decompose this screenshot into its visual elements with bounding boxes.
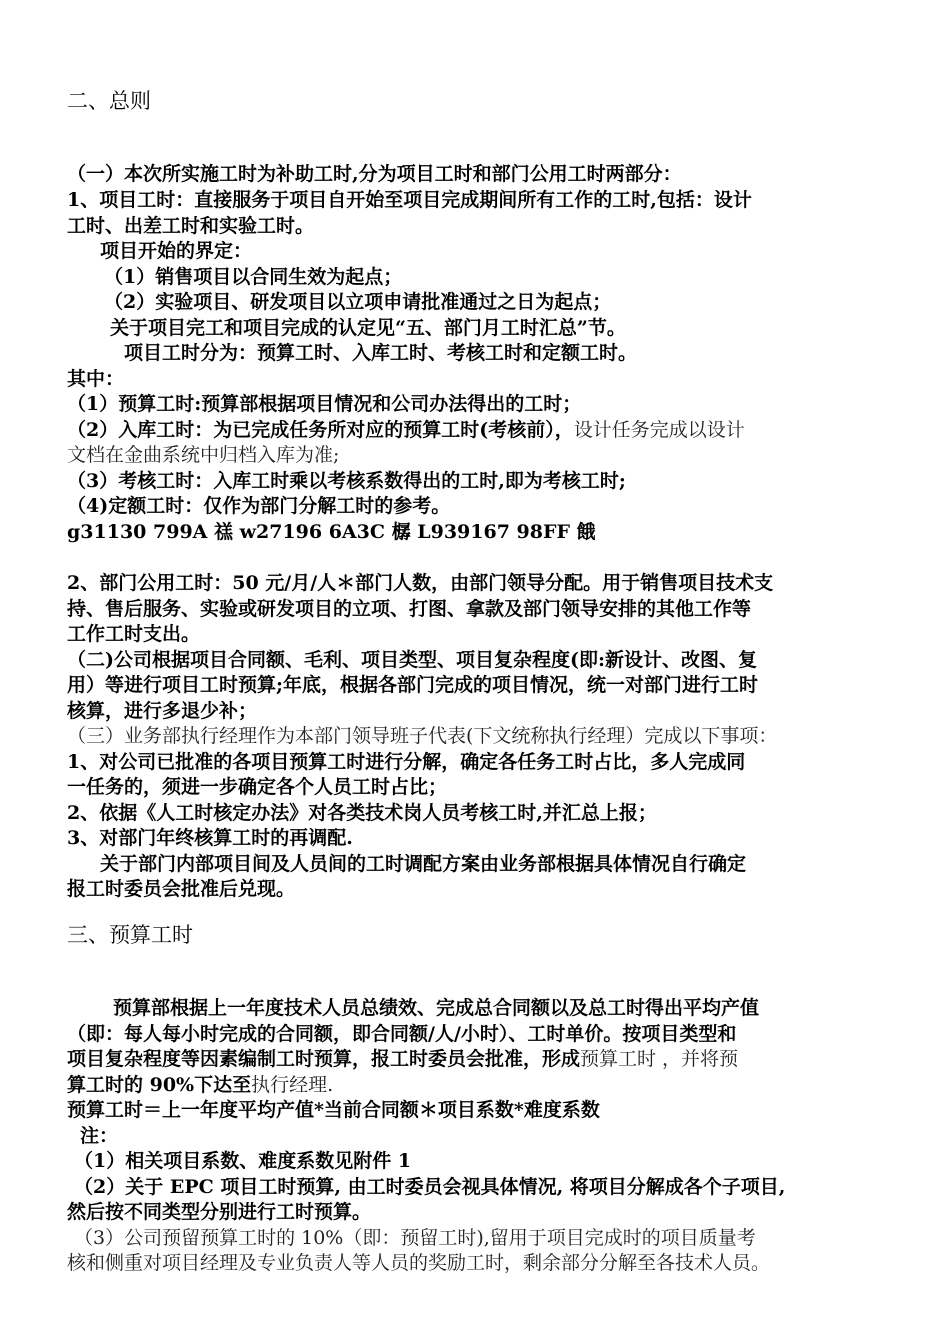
paragraph-line: 项目开始的界定： xyxy=(100,240,253,262)
paragraph-line: 1、对公司已批准的各项目预算工时进行分解，确定各任务工时占比，多人完成同 xyxy=(67,751,746,773)
paragraph-line-bold-part: 算工时的 90%下达至 xyxy=(67,1074,252,1096)
section-heading-general: 二、总则 xyxy=(67,89,151,113)
paragraph-line: （3）考核工时：入库工时乘以考核系数得出的工时,即为考核工时; xyxy=(67,470,626,492)
paragraph-line-bold-part: （2）入库工时：为已完成任务所对应的预算工时(考核前）， xyxy=(67,419,574,441)
paragraph-line-normal-part: 预算工时 ，并将预 xyxy=(580,1048,739,1070)
paragraph-line: （2）实验项目、研发项目以立项申请批准通过之日为起点； xyxy=(104,291,612,313)
paragraph-line: （1）相关项目系数、难度系数见附件 1 xyxy=(74,1150,412,1172)
paragraph-line: 报工时委员会批准后兑现。 xyxy=(67,878,296,900)
paragraph-line: 1、项目工时：直接服务于项目自开始至项目完成期间所有工作的工时,包括：设计 xyxy=(67,189,752,211)
encoded-text-line: g31130 799A 禚 w27196 6A3C 樼 L939167 98FF 餓 xyxy=(67,521,596,543)
paragraph-line: 用）等进行项目工时预算;年底，根据各部门完成的项目情况，统一对部门进行工时 xyxy=(67,674,759,696)
paragraph-line: 关于项目完工和项目完成的认定见“五、部门月工时汇总”节。 xyxy=(110,317,626,339)
paragraph-line: 文档在金曲系统中归档入库为准; xyxy=(67,444,340,466)
paragraph-line-normal-part: 执行经理. xyxy=(251,1074,334,1096)
paragraph-line: 其中： xyxy=(67,368,125,390)
paragraph-line: （3）公司预留预算工时的 10%（即：预留工时),留用于项目完成时的项目质量考 xyxy=(74,1227,756,1249)
paragraph-line-normal-part: 设计任务完成以设计 xyxy=(573,419,745,441)
paragraph-line xyxy=(67,1046,942,1072)
paragraph-line: 预算部根据上一年度技术人员总绩效、完成总合同额以及总工时得出平均产值 xyxy=(113,997,760,1019)
paragraph-line: （即：每人每小时完成的合同额，即合同额/人/小时）、工时单价。按项目类型和 xyxy=(67,1023,737,1045)
paragraph-line: 持、售后服务、实验或研发项目的立项、打图、拿款及部门领导安排的其他工作等 xyxy=(67,598,752,620)
paragraph-line: 一任务的，须进一步确定各个人员工时占比； xyxy=(67,776,448,798)
formula-line: 预算工时＝上一年度平均产值*当前合同额＊项目系数*难度系数 xyxy=(67,1099,600,1121)
paragraph-line: （二)公司根据项目合同额、毛利、项目类型、项目复杂程度(即:新设计、改图、复 xyxy=(67,649,757,671)
paragraph-line: 2、部门公用工时：50 元/月/人＊部门人数，由部门领导分配。用于销售项目技术支 xyxy=(67,572,774,594)
paragraph-line: 2、依据《人工时核定办法》对各类技术岗人员考核工时,并汇总上报； xyxy=(67,802,657,824)
paragraph-line: 关于部门内部项目间及人员间的工时调配方案由业务部根据具体情况自行确定 xyxy=(100,853,747,875)
paragraph-line: （1）销售项目以合同生效为起点； xyxy=(104,266,403,288)
paragraph-line-bold-part: 项目复杂程度等因素编制工时预算，报工时委员会批准，形成 xyxy=(67,1048,581,1070)
paragraph-line: 核和侧重对项目经理及专业负责人等人员的奖励工时，剩余部分分解至各技术人员。 xyxy=(67,1252,771,1274)
paragraph-line xyxy=(67,1072,942,1098)
paragraph-line xyxy=(67,417,942,443)
paragraph-line: 项目工时分为：预算工时、入库工时、考核工时和定额工时。 xyxy=(124,342,638,364)
paragraph-line: 3、对部门年终核算工时的再调配. xyxy=(67,827,353,849)
note-label: 注： xyxy=(80,1125,119,1147)
paragraph-line: 工作工时支出。 xyxy=(67,623,201,645)
paragraph-line: （1）预算工时:预算部根据项目情况和公司办法得出的工时； xyxy=(67,393,582,415)
paragraph-line: （一）本次所实施工时为补助工时,分为项目工时和部门公用工时两部分： xyxy=(67,163,682,185)
paragraph-line: 然后按不同类型分别进行工时预算。 xyxy=(67,1201,372,1223)
paragraph-line: 核算，进行多退少补； xyxy=(67,700,258,722)
paragraph-line: （2）关于 EPC 项目工时预算, 由工时委员会视具体情况, 将项目分解成各个子项目, xyxy=(74,1176,786,1198)
section-heading-budget-hours: 三、预算工时 xyxy=(67,923,193,947)
paragraph-line: （4)定额工时：仅作为部门分解工时的参考。 xyxy=(67,495,451,517)
paragraph-line: 工时、出差工时和实验工时。 xyxy=(67,215,315,237)
paragraph-line: （三）业务部执行经理作为本部门领导班子代表(下文统称执行经理）完成以下事项： xyxy=(67,725,778,747)
